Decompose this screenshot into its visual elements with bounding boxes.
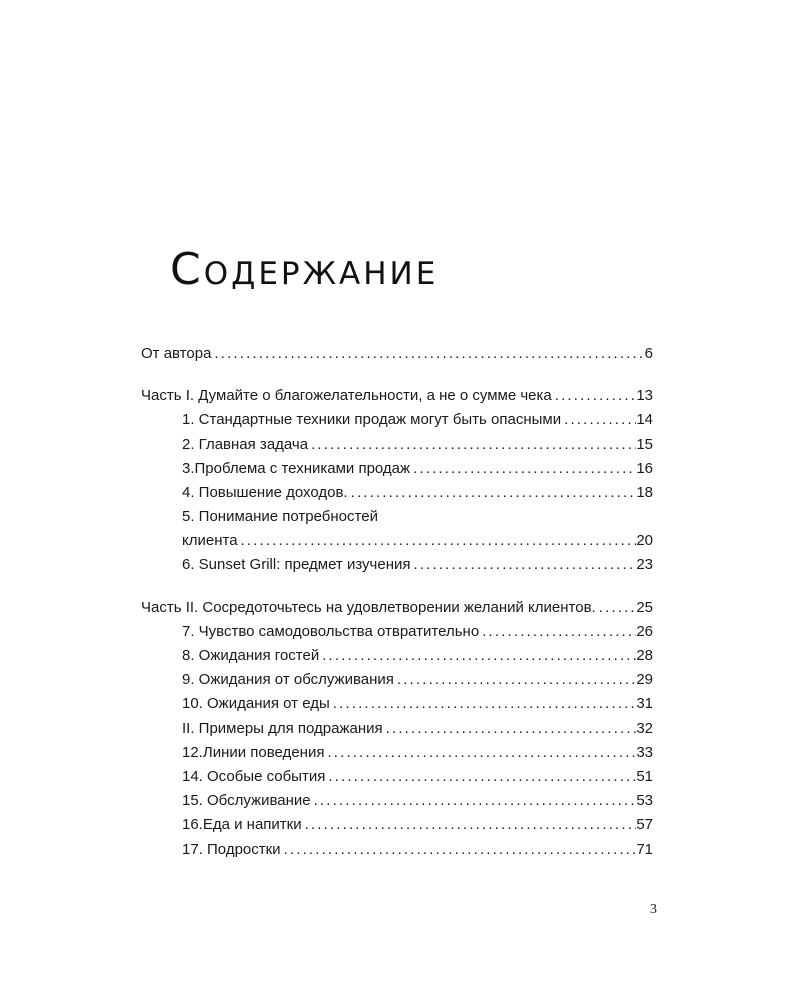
toc-part-title: Часть II. Сосредоточьтесь на удовлетворении желаний клиентов. [141, 598, 596, 616]
toc-chapter-title-line1: 5. Понимание потребностей [182, 508, 378, 526]
leader-dots [596, 596, 637, 620]
toc-chapter [141, 668, 653, 692]
toc-chapter [141, 644, 653, 668]
toc-chapter-title: 2. Главная задача [182, 435, 309, 453]
page-number: 3 [650, 902, 657, 917]
toc-chapter-title: 4. Повышение доходов. [182, 483, 348, 501]
leader-dots [410, 457, 636, 481]
toc-chapter-title: 15. Обслуживание [182, 792, 311, 810]
leader-dots [479, 620, 636, 644]
toc-chapter-page: 28 [636, 647, 653, 665]
toc-chapter [141, 481, 653, 505]
toc-chapter-page: 53 [636, 792, 653, 810]
leader-dots [319, 644, 636, 668]
toc-chapter-page: 23 [636, 556, 653, 574]
page-title: Содержание [170, 244, 439, 295]
leader-dots [411, 553, 637, 577]
toc-chapter-title: 10. Ожидания от еды [182, 695, 330, 713]
toc-chapter-page: 51 [636, 767, 653, 785]
toc-chapter [141, 838, 653, 862]
leader-dots [311, 789, 637, 813]
leader-dots [238, 529, 637, 553]
toc-chapter-page: 15 [636, 435, 653, 453]
toc-chapter [141, 717, 653, 741]
toc-chapter [141, 457, 653, 481]
leader-dots [561, 408, 636, 432]
leader-dots [211, 342, 644, 366]
leader-dots [325, 765, 636, 789]
toc-chapter-title: 14. Особые события [182, 767, 326, 785]
toc-chapter-page: 18 [636, 483, 653, 501]
toc-part-title: Часть I. Думайте о благожелательности, а не о сумме чека [141, 387, 552, 405]
toc-chapter-title: 6. Sunset Grill: предмет изучения [182, 556, 411, 574]
toc-chapter [141, 620, 653, 644]
leader-dots [383, 717, 637, 741]
toc-chapter-title: 12.Линии поведения [182, 743, 325, 761]
toc-chapter [141, 741, 653, 765]
toc-chapter-title: 1. Стандартные техники продаж могут быть опасными [182, 411, 562, 429]
toc-part-1 [141, 384, 653, 408]
toc-chapter-page: 29 [636, 671, 653, 689]
leader-dots [348, 481, 637, 505]
toc-chapter [141, 529, 653, 553]
toc-chapter [141, 789, 653, 813]
toc-chapter-page: 32 [636, 719, 653, 737]
toc-chapter [141, 554, 653, 578]
toc-chapter [141, 765, 653, 789]
toc-chapter-page: 20 [636, 532, 653, 550]
toc-entry-page: 6 [644, 344, 653, 362]
toc-chapter-page: 31 [636, 695, 653, 713]
toc-chapter-page: 57 [636, 816, 653, 834]
toc-chapter-title: 17. Подростки [182, 840, 281, 858]
toc-chapter-title: 8. Ожидания гостей [182, 647, 320, 665]
toc-chapter-page: 14 [636, 411, 653, 429]
toc-chapter [141, 813, 653, 837]
toc-part-2 [141, 596, 653, 620]
toc-chapter-title: 3.Проблема с техниками продаж [182, 459, 411, 477]
toc-part-page: 25 [636, 598, 653, 616]
toc-part-page: 13 [636, 387, 653, 405]
leader-dots [394, 668, 636, 692]
toc-chapter-page: 26 [636, 622, 653, 640]
toc-chapter-title: II. Примеры для подражания [182, 719, 383, 737]
toc-chapter [141, 692, 653, 716]
toc-chapter-title: 9. Ожидания от обслуживания [182, 671, 394, 689]
leader-dots [330, 692, 637, 716]
table-of-contents [141, 342, 653, 862]
toc-chapter [141, 433, 653, 457]
leader-dots [308, 433, 636, 457]
toc-entry-preface [141, 342, 653, 366]
toc-chapter-title: 16.Еда и напитки [182, 816, 302, 834]
toc-chapter-title-line2: клиента [182, 532, 238, 550]
leader-dots [324, 741, 636, 765]
leader-dots [281, 838, 637, 862]
toc-chapter-page: 71 [636, 840, 653, 858]
toc-chapter-page: 33 [636, 743, 653, 761]
toc-chapter [141, 408, 653, 432]
toc-entry-title: От автора [141, 344, 212, 362]
toc-chapter-title: 7. Чувство самодовольства отвратительно [182, 622, 480, 640]
leader-dots [552, 384, 637, 408]
toc-chapter-page: 16 [636, 459, 653, 477]
leader-dots [302, 813, 637, 837]
